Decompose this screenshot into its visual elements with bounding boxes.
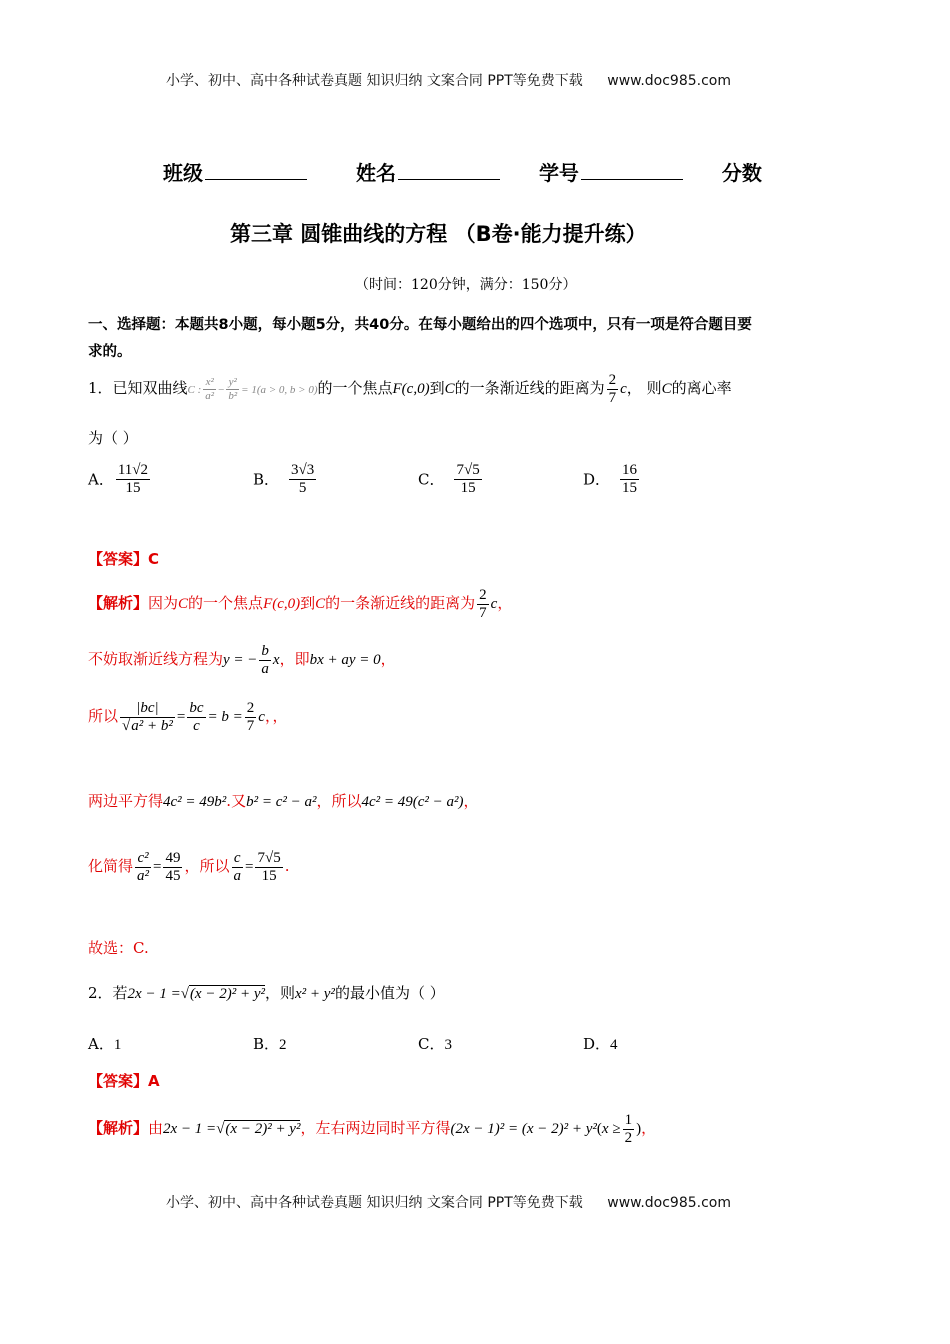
- page-title: 第三章 圆锥曲线的方程 （B卷·能力提升练）: [230, 222, 647, 246]
- student-info-fields: [163, 157, 762, 186]
- q1-analysis-line2: 不妨取渐近线方程为y = − $\frac{b}{a}$ x，即bx + ay = 0，: [88, 643, 396, 677]
- q1-analysis-line5: 化简得 $\frac{\text{c²}}{\text{a²}}$ = $\frac{49}{45}$ ，所以 $\frac{c}{a}$ = $\frac{7√5}{15}$ .: [88, 850, 290, 884]
- q2-option-d[interactable]: D．4: [583, 1035, 618, 1053]
- question-2-stem: 2．若2x − 1 =√(x − 2)² + y²，则x² + y²的最小值为（ ）: [88, 984, 445, 1002]
- footer-text: 小学、初中、高中各种试卷真题 知识归纳 文案合同 PPT等免费下载: [166, 1195, 583, 1211]
- header-text: 小学、初中、高中各种试卷真题 知识归纳 文案合同 PPT等免费下载: [166, 73, 583, 89]
- q1-frac-x: $\frac{\text{x²}}{\text{a²}}$: [205, 376, 215, 402]
- section-heading-line2: 求的。: [88, 344, 132, 360]
- q1-option-d[interactable]: D． $\frac{16}{15}$: [583, 462, 638, 496]
- q1-option-c[interactable]: C． $\frac{7√5}{15}$: [418, 462, 480, 496]
- q1-option-a[interactable]: A． $\frac{11√2}{15}$: [88, 462, 149, 496]
- q1-text-5: 的离心率: [671, 379, 732, 397]
- question-1-line2: 为（ ）: [88, 429, 138, 447]
- q1-text-2: 到: [429, 379, 445, 397]
- q1-text-3: 的一条渐近线的距离为: [454, 379, 605, 397]
- q2-option-b[interactable]: B．2: [253, 1035, 287, 1053]
- q1-text-1: 的一个焦点: [317, 379, 393, 397]
- number-field-label: 学号: [538, 161, 579, 185]
- question-1-stem: 1．已知双曲线C : $\frac{\text{x²}}{\text{a²}}$ − $\frac{\text{y²}}{\text{b²}}$ = 1(a > 0, b > 0)的一个焦点F(c,0)到C的一条渐近线的距离为 $\frac{2}{7}$ c， 则C的离心率: [88, 372, 732, 406]
- q2-option-c[interactable]: C．3: [418, 1035, 452, 1053]
- q1-number: 1．已知双曲线: [88, 379, 188, 397]
- score-field-label: 分数: [721, 161, 762, 185]
- section-heading-line1: 一、选择题：本题共8小题，每小题5分，共40分。在每小题给出的四个选项中，只有一项是符合题目要: [88, 317, 752, 333]
- exam-subtitle: （时间：120分钟，满分：150分）: [355, 277, 577, 293]
- footer-site: www.doc985.com: [607, 1195, 731, 1211]
- page-footer: [166, 1192, 731, 1212]
- q1-analysis-line3: 所以 $\frac{|bc|}{\text{√a² + b²}}$ = $\frac{bc}{c}$ = b = $\frac{2}{7}$ c，，: [88, 700, 288, 734]
- q2-analysis-line1: 【解析】由2x − 1 =√(x − 2)² + y²，左右两边同时平方得(2x − 1)² = (x − 2)² + y²(x ≥ $\frac{1}{2}$ )，: [88, 1112, 657, 1146]
- q1-analysis-line1: 【解析】因为C的一个焦点F(c,0)到C的一条渐近线的距离为 $\frac{2}{7}$ c，: [88, 587, 513, 621]
- q1-text-4: ， 则: [626, 379, 662, 397]
- q2-option-a[interactable]: A．1: [88, 1035, 122, 1053]
- q1-conclusion: 故选：C.: [88, 939, 149, 957]
- class-blank[interactable]: [205, 161, 307, 180]
- q2-answer: 【答案】A: [88, 1072, 160, 1090]
- header-site: www.doc985.com: [607, 73, 731, 89]
- class-field-label: 班级: [163, 161, 203, 185]
- name-field-label: 姓名: [355, 161, 396, 185]
- page-header: [166, 70, 731, 90]
- q1-focus: F(c,0): [392, 381, 430, 397]
- q1-curve-tail: = 1(a > 0, b > 0): [241, 384, 318, 396]
- q1-option-b[interactable]: B． $\frac{3√3}{5}$: [253, 462, 315, 496]
- q1-curve-c: C: [444, 381, 455, 397]
- name-blank[interactable]: [398, 161, 500, 180]
- q1-frac-y: $\frac{\text{y²}}{\text{b²}}$: [228, 376, 238, 402]
- q1-analysis-line4: 两边平方得4c² = 49b².又b² = c² − a²，所以4c² = 49(c² − a²)，: [88, 792, 479, 810]
- q1-frac-2-7: $\frac{2}{7}$: [608, 372, 617, 406]
- number-blank[interactable]: [581, 161, 683, 180]
- q1-curve-head: C :: [187, 384, 202, 396]
- q1-answer: 【答案】C: [88, 550, 160, 568]
